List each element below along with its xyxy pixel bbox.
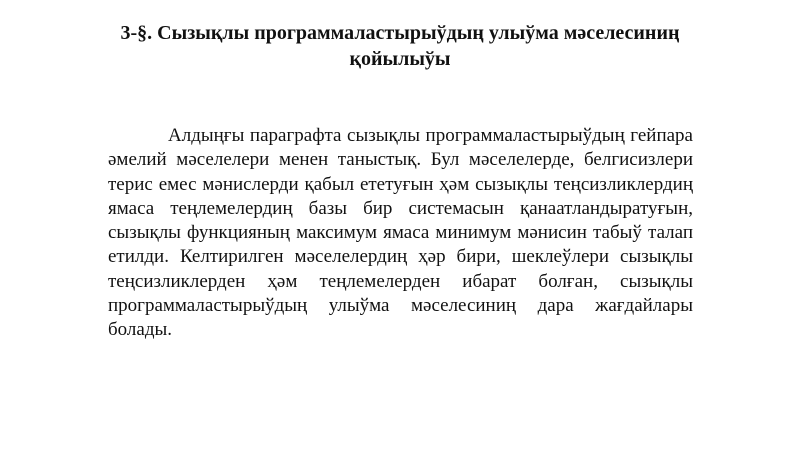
- body-paragraph: Алдыңғы параграфта сызықлы программаластырыўдың гейпара әмелий мәселелери менен таныстық. Бул мәселелерде, белгисизлери терис емес мәнислерди қабыл ететуғын ҳәм сызықлы теңсизликлердиң ямаса теңлемелердиң базы бир системасын қанаатландыратуғын, сызықлы функцияның максимум ямаса минимум мәнисин табыў талап етилди. Келтирилген мәселелердиң ҳәр бири, шеклеўлери сызықлы теңсизликлерден ҳәм теңлемелерден ибарат болған, сызықлы программаластырыўдың улыўма мәселесиниң дара жағдайлары болады.: [108, 125, 693, 341]
- slide-title: 3-§. Сызықлы программаластырыўдың улыўма мәселесиниң қойылыўы: [120, 22, 680, 70]
